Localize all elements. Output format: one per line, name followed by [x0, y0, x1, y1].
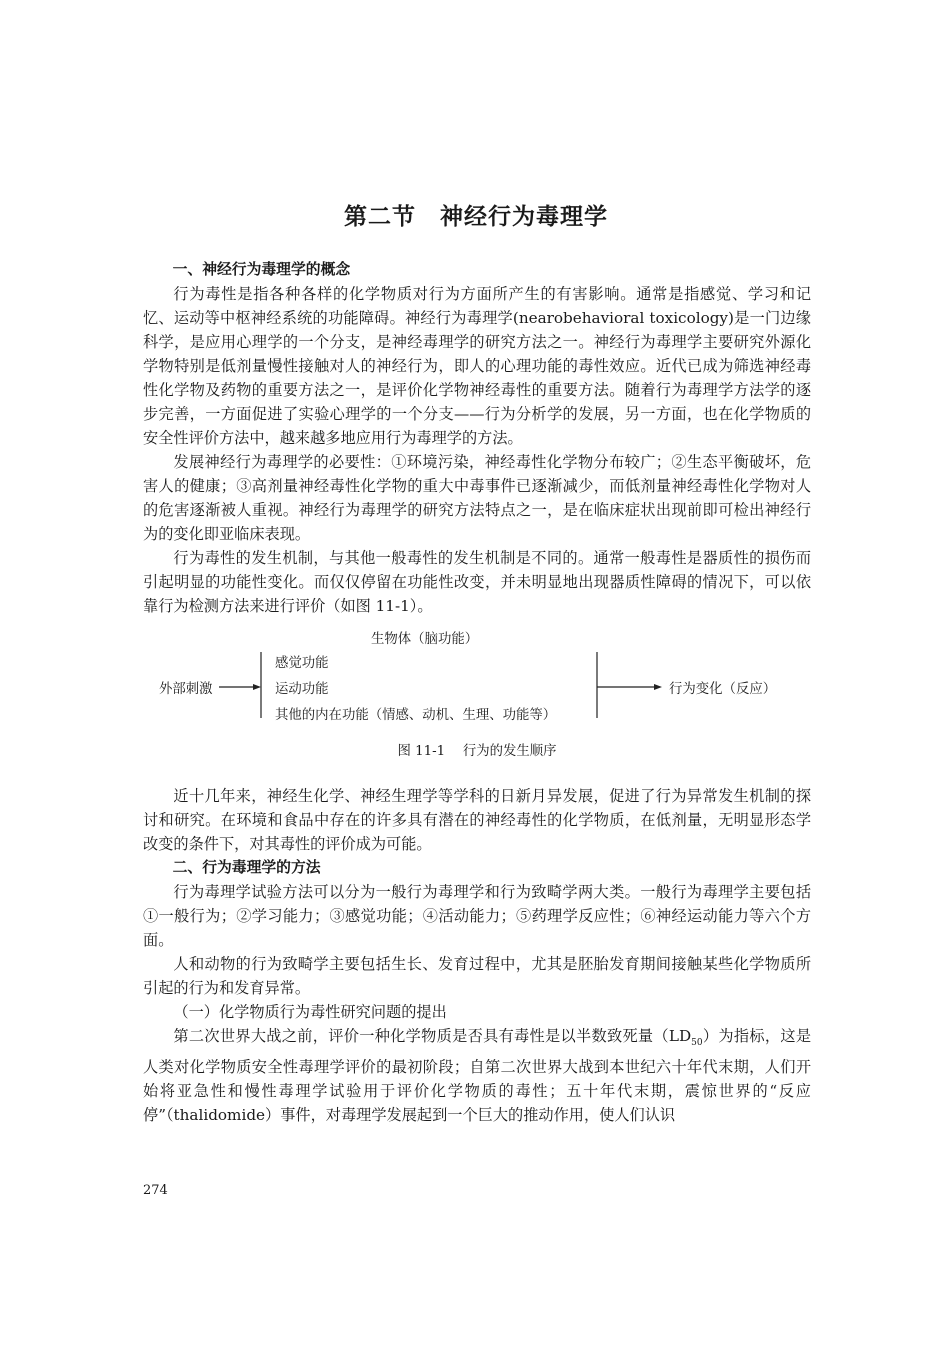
paragraph-4: 近十几年来，神经生化学、神经生理学等学科的日新月异发展，促进了行为异常发生机制的探讨和研究。在环境和食品中存在的许多具有潜在的神经毒性的化学物质，在低剂量，无明显形态学改变的条件下，对其毒性的评价成为可能。 — [143, 787, 811, 853]
heading-methods: 二、行为毒理学的方法 — [172, 859, 321, 876]
figure-caption: 图 11-1 行为的发生顺序 — [397, 744, 557, 759]
paragraph-1: 行为毒性是指各种各样的化学物质对行为方面所产生的有害影响。通常是指感觉、学习和记忆、运动等中枢神经系统的功能障碍。神经行为毒理学(nearobehavioral toxicology)是一门边缘科学，是应用心理学的一个分支，是神经毒理学的研究方法之一。神经行为毒理学主要研究外源化学物特别是低剂量慢性接触对人的神经行为，即人的心理功能的毒性效应。近代已成为筛选神经毒性化学物及药物的重要方法之一，是评价化学物神经毒性的重要方法。随着行为毒理学方法学的逐步完善，一方面促进了实验心理学的一个分支——行为分析学的发展，另一方面，也在化学物质的安全性评价方法中，越来越多地应用行为毒理学的方法。 — [143, 285, 811, 447]
subheading-1: （一）化学物质行为毒性研究问题的提出 — [173, 1003, 447, 1021]
paragraph-7 — [143, 1024, 811, 1127]
paragraph-5: 行为毒理学试验方法可以分为一般行为毒理学和行为致畸学两大类。一般行为毒理学主要包括①一般行为；②学习能力；③感觉功能；④活动能力；⑤药理学反应性；⑥神经运动能力等六个方面。 — [143, 883, 811, 949]
paragraph-2: 发展神经行为毒理学的必要性：①环境污染，神经毒性化学物分布较广；②生态平衡破坏，危害人的健康；③高剂量神经毒性化学物的重大中毒事件已逐渐减少，而低剂量神经毒性化学物对人的危害逐渐被人重视。神经行为毒理学的研究方法特点之一，是在临床症状出现前即可检出神经行为的变化即亚临床表现。 — [143, 453, 811, 543]
figure-item-motor: 运动功能 — [275, 682, 329, 697]
page-body — [143, 258, 811, 1127]
figure-item-other: 其他的内在功能（情感、动机、生理、功能等） — [275, 708, 557, 723]
figure-item-sensory: 感觉功能 — [275, 656, 329, 671]
page-number: 274 — [143, 1183, 168, 1198]
ld50-subscript: 50 — [691, 1038, 703, 1049]
paragraph-7-part-b: ）为指标，这是人类对化学物质安全性毒理学评价的最初阶段；自第二次世界大战到本世纪六十年代末期，人们开始将亚急性和慢性毒理学试验用于评价化学物质的毒性；五十年代末期，震惊世界的“反应停”（thalidomide）事件，对毒理学发展起到一个巨大的推动作用，使人们认识 — [143, 1027, 811, 1125]
figure-diagram-lines — [143, 628, 811, 738]
paragraph-7-part-a: 第二次世界大战之前，评价一种化学物质是否具有毒性是以半数致死量（LD — [173, 1027, 692, 1045]
paragraph-6: 人和动物的行为致畸学主要包括生长、发育过程中，尤其是胚胎发育期间接触某些化学物质所引起的行为和发育异常。 — [143, 955, 811, 997]
input-arrowhead — [253, 684, 261, 690]
output-arrowhead — [654, 684, 662, 690]
figure-output-label: 行为变化（反应） — [669, 682, 777, 697]
paragraph-3: 行为毒性的发生机制，与其他一般毒性的发生机制是不同的。通常一般毒性是器质性的损伤而引起明显的功能性变化。而仅仅停留在功能性改变，并未明显地出现器质性障碍的情况下，可以依靠行为检测方法来进行评价（如图 11-1）。 — [143, 549, 811, 615]
section-title: 第二节 神经行为毒理学 — [344, 204, 608, 230]
figure-top-label: 生物体（脑功能） — [371, 632, 479, 647]
heading-concept: 一、神经行为毒理学的概念 — [172, 261, 351, 278]
figure-11-1 — [143, 628, 811, 778]
figure-input-label: 外部刺激 — [159, 682, 213, 697]
